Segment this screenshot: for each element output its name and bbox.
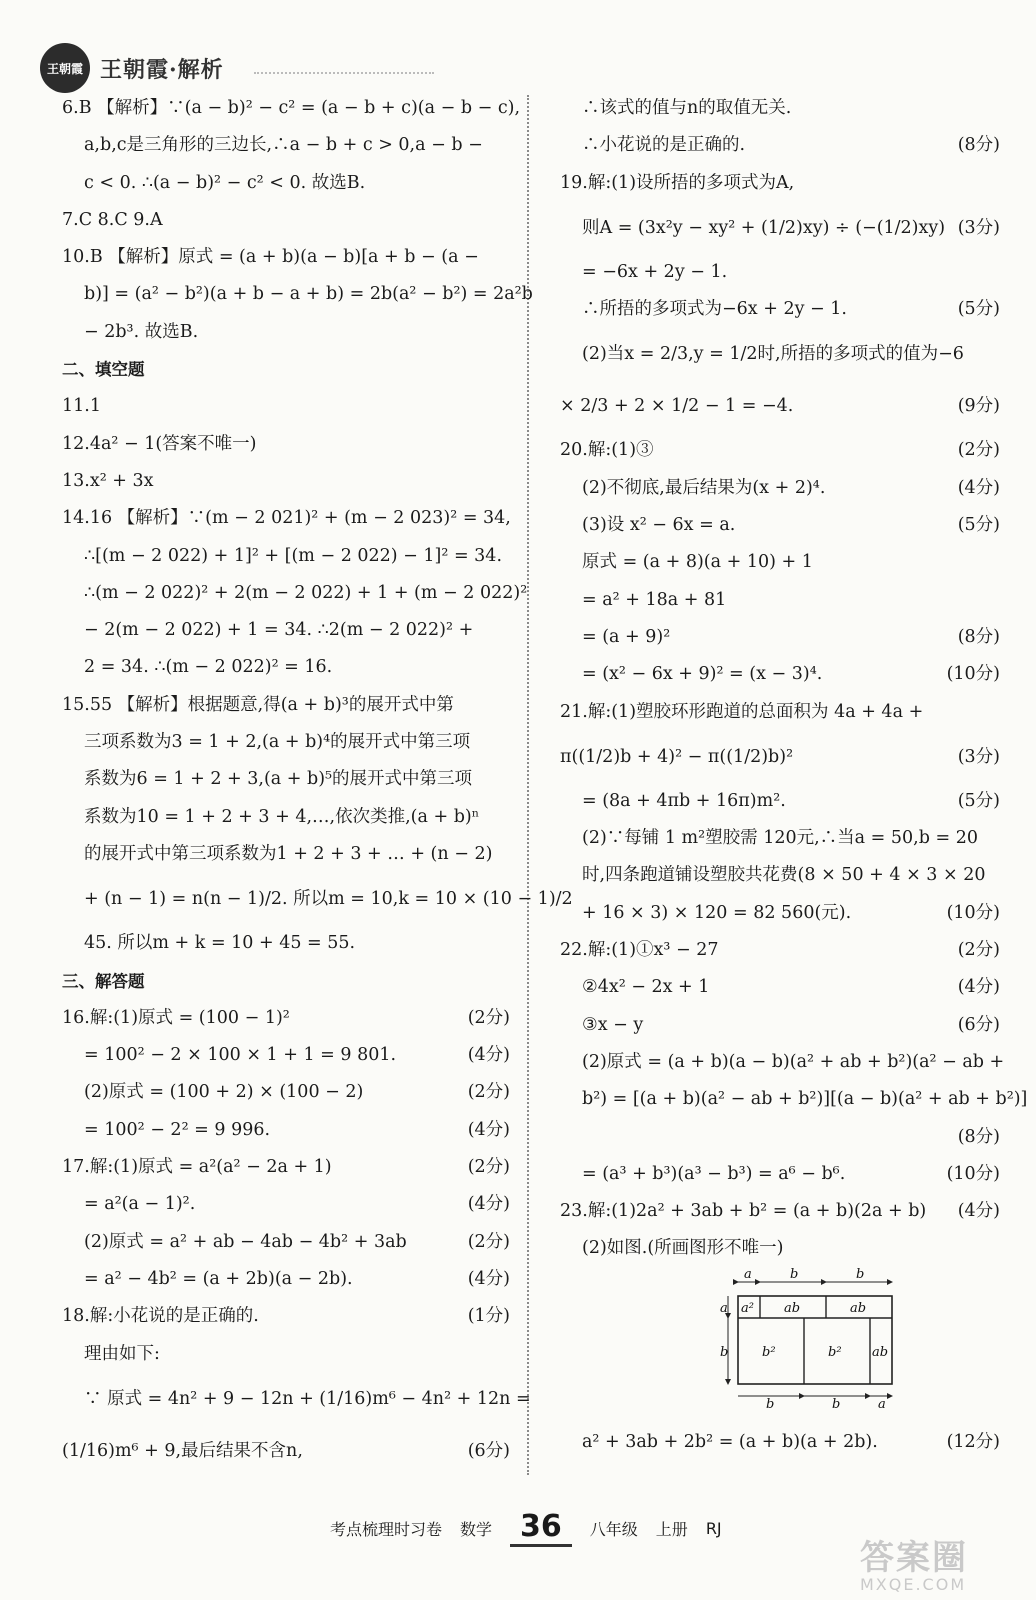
line-text: (2)∵每铺 1 m²塑胶需 120元,∴当a = 50,b = 20 <box>582 828 978 849</box>
line-text: = 100² − 2² = 9 996. <box>84 1119 271 1140</box>
right-line <box>560 1156 1000 1193</box>
right-line <box>560 1081 1028 1118</box>
left-line <box>62 873 573 925</box>
right-line <box>560 1007 1000 1044</box>
line-text: = a² + 18a + 81 <box>582 589 727 610</box>
left-line <box>62 1224 510 1261</box>
label-left-a: a <box>720 1300 728 1316</box>
watermark-url: MXQE.COM <box>860 1575 967 1594</box>
right-line <box>560 969 1000 1006</box>
left-line <box>62 687 510 724</box>
score-mark: (8分) <box>957 626 1000 647</box>
line-text: 10.B 【解析】原式 = (a + b)(a − b)[a + b − (a − <box>62 247 479 268</box>
score-mark: (10分) <box>946 902 1000 923</box>
left-line <box>62 202 510 239</box>
right-line <box>560 291 1000 328</box>
line-text: 系数为10 = 1 + 2 + 3 + 4,…,依次类推,(a + b)ⁿ <box>84 806 480 827</box>
page-number: 36 <box>510 1509 572 1547</box>
line-text: 22.解:(1)①x³ − 27 <box>560 940 719 961</box>
left-line <box>62 426 510 463</box>
line-text: ∵ 原式 = 4n² + 9 − 12n + (1/16)m⁶ − 4n² + 12n = <box>84 1388 531 1409</box>
line-text: ∴小花说的是正确的. <box>582 135 746 156</box>
watermark-title: 答案圈 <box>860 1538 968 1578</box>
right-line <box>560 165 1000 202</box>
left-line <box>62 239 510 276</box>
line-text: − 2b³. 故选B. <box>84 321 199 342</box>
left-line <box>62 575 528 612</box>
label-top-b2: b <box>856 1267 865 1282</box>
line-text: b)] = (a² − b²)(a + b − a + b) = 2b(a² − b²) = 2a²b <box>84 284 533 305</box>
line-text: − 2(m − 2 022) + 1 = 34. ∴2(m − 2 022)² + <box>84 620 474 641</box>
brand-title: 王朝霞·解析 <box>100 56 224 83</box>
score-mark: (2分) <box>467 1082 510 1103</box>
left-line <box>62 836 510 873</box>
line-text: = (a + 9)² <box>582 626 671 647</box>
score-mark: (2分) <box>467 1231 510 1252</box>
line-text: = a²(a − 1)². <box>84 1194 196 1215</box>
score-mark: (10分) <box>946 664 1000 685</box>
line-text: 则A = (3x²y − xy² + (1/2)xy) ÷ (−(1/2)xy) <box>582 217 946 238</box>
footer-series: 考点梳理时习卷 <box>330 1519 443 1539</box>
line-text: (2)如图.(所画图形不唯一) <box>582 1238 784 1259</box>
footer-grade: 八年级 <box>589 1519 638 1539</box>
left-line <box>62 538 510 575</box>
line-text: = −6x + 2y − 1. <box>582 261 728 282</box>
line-text: 6.B 【解析】∵(a − b)² − c² = (a − b + c)(a − b − c), <box>62 98 521 118</box>
score-mark: (4分) <box>957 977 1000 998</box>
line-text: (3)设 x² − 6x = a. <box>582 515 736 536</box>
left-line <box>62 925 510 962</box>
score-mark: (12分) <box>946 1431 1000 1452</box>
score-mark: (8分) <box>957 1126 1000 1147</box>
line-text: 三、解答题 <box>62 971 145 991</box>
right-line <box>560 1193 1000 1230</box>
score-mark: (2分) <box>957 440 1000 461</box>
line-text: (2)不彻底,最后结果为(x + 2)⁴. <box>582 477 826 498</box>
score-mark: (3分) <box>957 217 1000 238</box>
line-text: 12.4a² − 1(答案不唯一) <box>62 433 257 454</box>
line-text: 16.解:(1)原式 = (100 − 1)² <box>62 1007 290 1028</box>
line-text: 原式 = (a + 8)(a + 10) + 1 <box>582 552 813 573</box>
left-line <box>62 963 510 1000</box>
line-text: 20.解:(1)③ <box>560 440 654 461</box>
right-line <box>560 582 1000 619</box>
label-bottom-a: a <box>878 1396 886 1408</box>
line-text: a,b,c是三角形的三边长,∴a − b + c > 0,a − b − <box>84 135 483 156</box>
left-line <box>62 1112 510 1149</box>
line-text: 14.16 【解析】∵(m − 2 021)² + (m − 2 023)² = 34, <box>62 508 511 529</box>
right_after-line <box>560 1424 1000 1461</box>
line-text: ∴[(m − 2 022) + 1]² + [(m − 2 022) − 1]² = 34. <box>84 545 503 566</box>
line-text: = (a³ + b³)(a³ − b³) = a⁶ − b⁶. <box>582 1163 846 1184</box>
line-text: 11.1 <box>62 396 101 417</box>
left-line <box>62 649 510 686</box>
page-header <box>40 40 500 96</box>
line-text: (2)原式 = (a + b)(a − b)(a² + ab + b²)(a² − ab + <box>582 1051 1005 1072</box>
line-text: (1/16)m⁶ + 9,最后结果不含n, <box>62 1440 303 1461</box>
left-line <box>62 1336 510 1373</box>
left-line <box>62 351 510 388</box>
label-top-a: a <box>744 1267 752 1282</box>
right-line <box>560 731 1000 783</box>
score-mark: (2分) <box>957 940 1000 961</box>
line-text: c < 0. ∴(a − b)² − c² < 0. 故选B. <box>84 172 366 193</box>
line-text: = (8a + 4πb + 16π)m². <box>582 790 786 811</box>
score-mark: (4分) <box>467 1268 510 1289</box>
left-line <box>62 463 510 500</box>
right-line <box>560 783 1000 820</box>
score-mark: (6分) <box>467 1440 510 1461</box>
label-top-b1: b <box>790 1267 799 1282</box>
score-mark: (5分) <box>957 790 1000 811</box>
right-line <box>560 694 1000 731</box>
line-text: 7.C 8.C 9.A <box>62 209 163 230</box>
left-line <box>62 799 510 836</box>
score-mark: (5分) <box>957 299 1000 320</box>
footer-term: 上册 <box>655 1519 688 1539</box>
line-text: 19.解:(1)设所捂的多项式为A, <box>560 172 795 193</box>
right-line <box>560 1230 1000 1267</box>
left-line <box>62 127 510 164</box>
left-line <box>62 1298 510 1335</box>
score-mark: (2分) <box>467 1007 510 1028</box>
line-text: 三项系数为3 = 1 + 2,(a + b)⁴的展开式中第三项 <box>84 732 471 753</box>
left-column <box>62 90 573 1477</box>
score-mark: (5分) <box>957 515 1000 536</box>
cell-ab-top-2: ab <box>850 1300 867 1316</box>
publisher-logo: 王朝霞 <box>40 43 90 93</box>
right-line <box>560 544 1000 581</box>
cell-ab-top-1: ab <box>784 1300 801 1316</box>
right-line <box>560 656 1000 693</box>
right-line <box>560 895 1000 932</box>
left-line <box>62 1261 510 1298</box>
line-text: 17.解:(1)原式 = a²(a² − 2a + 1) <box>62 1157 332 1178</box>
label-left-b: b <box>720 1344 729 1360</box>
line-text: (2)原式 = a² + ab − 4ab − 4b² + 3ab <box>84 1231 407 1252</box>
line-text: ③x − y <box>582 1014 644 1035</box>
right-line <box>560 254 1000 291</box>
line-text: (2)原式 = (100 + 2) × (100 − 2) <box>84 1082 364 1103</box>
score-mark: (4分) <box>467 1119 510 1140</box>
score-mark: (2分) <box>467 1157 510 1178</box>
right-line <box>560 432 1000 469</box>
line-text: = 100² − 2 × 100 × 1 + 1 = 9 801. <box>84 1045 397 1066</box>
score-mark: (4分) <box>467 1045 510 1066</box>
cell-b-squared-2: b² <box>828 1344 842 1360</box>
right-line <box>560 90 1000 127</box>
line-text: 理由如下: <box>84 1343 160 1364</box>
left-line <box>62 724 510 761</box>
line-text: ∴(m − 2 022)² + 2(m − 2 022) + 1 + (m − 2 022)² <box>84 582 528 603</box>
left-line <box>62 761 510 798</box>
line-text: ∴该式的值与n的取值无关. <box>582 98 792 118</box>
right-line <box>560 1044 1005 1081</box>
score-mark: (4分) <box>957 477 1000 498</box>
footer-subject: 数学 <box>460 1519 493 1539</box>
line-text: 二、填空题 <box>62 360 145 380</box>
left-line <box>62 1149 510 1186</box>
line-text: a² + 3ab + 2b² = (a + b)(a + 2b). <box>582 1431 878 1452</box>
line-text: 系数为6 = 1 + 2 + 3,(a + b)⁵的展开式中第三项 <box>84 769 473 790</box>
line-text: = a² − 4b² = (a + 2b)(a − 2b). <box>84 1268 353 1289</box>
left-line <box>62 1037 510 1074</box>
left-line <box>62 1186 510 1223</box>
line-text: 13.x² + 3x <box>62 470 154 491</box>
left-line <box>62 1000 510 1037</box>
right-line <box>560 619 1000 656</box>
footer-edition: RJ <box>705 1518 722 1538</box>
score-mark: (4分) <box>957 1201 1000 1222</box>
left-line <box>62 314 510 351</box>
right-line <box>560 507 1000 544</box>
left-line <box>62 276 533 313</box>
page-footer <box>330 1508 750 1548</box>
line-text: 2 = 34. ∴(m − 2 022)² = 16. <box>84 657 333 678</box>
right-line <box>560 380 1000 432</box>
header-decoration <box>254 62 434 74</box>
left-line <box>62 612 510 649</box>
line-text: (2)当x = 2/3,y = 1/2时,所捂的多项式的值为−6 <box>582 344 964 365</box>
score-mark: (8分) <box>957 135 1000 156</box>
line-text: = (x² − 6x + 9)² = (x − 3)⁴. <box>582 664 823 685</box>
line-text: 45. 所以m + k = 10 + 45 = 55. <box>84 933 356 954</box>
right-line <box>560 470 1000 507</box>
line-text: + (n − 1) = n(n − 1)/2. 所以m = 10,k = 10 × (10 − 1)/2 <box>84 889 573 910</box>
line-text: 23.解:(1)2a² + 3ab + b² = (a + b)(2a + b) <box>560 1201 927 1222</box>
right-line <box>560 820 1000 857</box>
cell-ab-bottom: ab <box>872 1344 889 1360</box>
right-line <box>560 932 1000 969</box>
line-text: 15.55 【解析】根据题意,得(a + b)³的展开式中第 <box>62 694 454 715</box>
right-line <box>560 857 1000 894</box>
left-line <box>62 1373 531 1425</box>
cell-b-squared-1: b² <box>762 1344 776 1360</box>
line-text: + 16 × 3) × 120 = 82 560(元). <box>582 902 852 923</box>
line-text: × 2/3 + 2 × 1/2 − 1 = −4. <box>560 396 794 417</box>
score-mark: (10分) <box>946 1163 1000 1184</box>
right-line <box>560 202 1000 254</box>
watermark <box>860 1530 1010 1594</box>
left-line <box>62 1425 510 1477</box>
line-text: b²) = [(a + b)(a² − ab + b²)][(a − b)(a² + ab + b²)] <box>582 1089 1028 1110</box>
right-line <box>560 328 1000 380</box>
left-line <box>62 388 510 425</box>
left-line <box>62 90 521 127</box>
right-line <box>560 127 1000 164</box>
right-line <box>560 1119 1000 1156</box>
score-mark: (9分) <box>957 396 1000 417</box>
cell-a-squared: a² <box>741 1300 754 1316</box>
line-text: 18.解:小花说的是正确的. <box>62 1306 259 1327</box>
left-line <box>62 1074 510 1111</box>
line-text: 的展开式中第三项系数为1 + 2 + 3 + … + (n − 2) <box>84 843 493 864</box>
line-text: 21.解:(1)塑胶环形跑道的总面积为 4a + 4a + <box>560 701 924 722</box>
left-line <box>62 500 510 537</box>
label-bottom-b1: b <box>766 1396 775 1408</box>
score-mark: (1分) <box>467 1306 510 1327</box>
right-column <box>560 90 1028 1461</box>
rectangle-tiling-figure <box>720 1268 910 1408</box>
line-text: ∴所捂的多项式为−6x + 2y − 1. <box>582 299 847 320</box>
area-diagram <box>560 1268 1000 1418</box>
outer-rectangle <box>738 1296 892 1384</box>
score-mark: (6分) <box>957 1014 1000 1035</box>
line-text: π((1/2)b + 4)² − π((1/2)b)² <box>560 746 794 767</box>
score-mark: (3分) <box>957 746 1000 767</box>
label-bottom-b2: b <box>832 1396 841 1408</box>
score-mark: (4分) <box>467 1194 510 1215</box>
line-text: ②4x² − 2x + 1 <box>582 977 710 998</box>
left-line <box>62 165 510 202</box>
line-text: 时,四条跑道铺设塑胶共花费(8 × 50 + 4 × 3 × 20 <box>582 865 986 886</box>
